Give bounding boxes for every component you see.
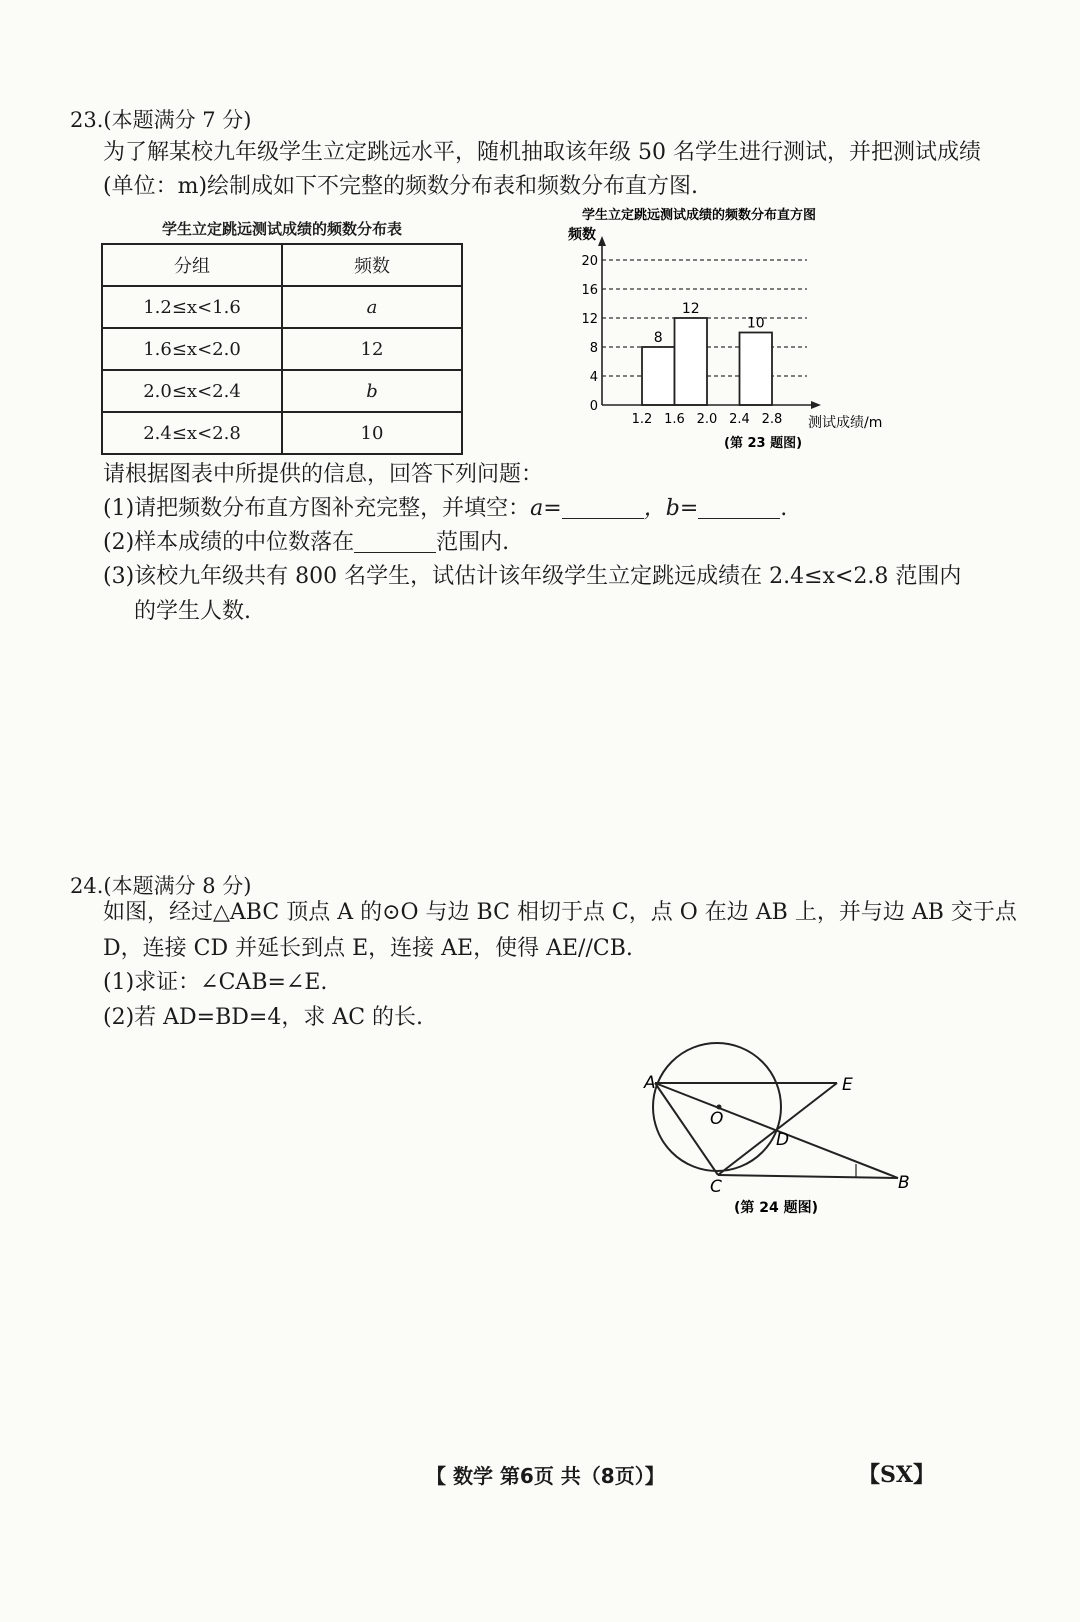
table-row: [102, 328, 462, 370]
q23-part1: [103, 492, 787, 526]
q23-part3-line2: 的学生人数.: [134, 599, 251, 624]
label-e: E: [842, 1075, 853, 1095]
histogram-bar: [642, 347, 675, 405]
table-cell: 12: [282, 328, 462, 370]
answer-blank-b[interactable]: [698, 496, 780, 519]
y-axis-arrow: [598, 236, 606, 246]
label-b: B: [898, 1173, 910, 1193]
label-o: O: [710, 1109, 724, 1129]
q24-line2: D，连接 CD 并延长到点 E，连接 AE，使得 AE//CB.: [103, 936, 633, 961]
geometry-figure: [630, 1028, 930, 1228]
table-cell: b: [282, 370, 462, 412]
y-tick-label: 0: [589, 399, 598, 414]
x-tick-label: 2.4: [729, 412, 750, 427]
y-tick-label: 20: [581, 254, 598, 269]
x-tick-label: 1.2: [631, 412, 653, 427]
y-tick-label: 12: [581, 312, 598, 327]
table-cell: 2.4≤x<2.8: [102, 412, 282, 454]
x-tick-label: 2.8: [761, 412, 783, 427]
chart-xlabel: 测试成绩/m: [808, 415, 883, 431]
table-cell: 1.2≤x<1.6: [102, 286, 282, 328]
q23-part2: [103, 526, 509, 560]
x-tick-label: 2.0: [696, 412, 718, 427]
table-row: [102, 412, 462, 454]
y-tick-label: 4: [589, 370, 598, 385]
frequency-table: [101, 243, 463, 455]
x-axis-arrow: [811, 401, 821, 409]
q23-part1-text: (1)请把频数分布直方图补充完整，并填空：: [103, 496, 531, 521]
y-tick-label: 8: [589, 341, 598, 356]
chart-title: 学生立定跳远测试成绩的频数分布直方图: [582, 208, 817, 223]
table-cell: a: [282, 286, 462, 328]
q24-part1: (1)求证：∠CAB=∠E.: [103, 970, 328, 995]
table-cell: 10: [282, 412, 462, 454]
bar-value-label: 10: [746, 315, 765, 332]
q24-heading: 24.(本题满分 8 分): [70, 874, 252, 898]
answer-blank-median[interactable]: [354, 530, 436, 553]
q23-part3-line1: (3)该校九年级共有 800 名学生，试估计该年级学生立定跳远成绩在 2.4≤x<2.8 范围内: [103, 564, 962, 589]
table-row: [102, 286, 462, 328]
table-cell: 1.6≤x<2.0: [102, 328, 282, 370]
q24-part2: (2)若 AD=BD=4，求 AC 的长.: [103, 1005, 424, 1030]
q23-part2-end: 范围内.: [436, 530, 510, 555]
histogram-bar: [675, 318, 708, 405]
histogram-chart: [540, 200, 920, 460]
chart-ylabel: 频数: [568, 227, 596, 243]
x-tick-label: 1.6: [664, 412, 685, 427]
answer-blank-a[interactable]: [562, 496, 644, 519]
q23-intro-line2: (单位：m)绘制成如下不完整的频数分布表和频数分布直方图.: [103, 174, 699, 199]
q23-part2-text: (2)样本成绩的中位数落在: [103, 530, 355, 555]
segment-ac: [655, 1083, 718, 1175]
y-tick-label: 16: [581, 283, 598, 298]
bar-value-label: 12: [681, 301, 700, 317]
label-c: C: [710, 1177, 722, 1197]
bar-value-label: 8: [653, 330, 663, 346]
segment-ce: [718, 1083, 837, 1175]
table-header-cell: 分组: [102, 244, 282, 286]
q24-line1: 如图，经过△ABC 顶点 A 的⊙O 与边 BC 相切于点 C，点 O 在边 AB 上，并与边 AB 交于点: [103, 900, 1017, 925]
q23-heading: 23.(本题满分 7 分): [70, 108, 252, 132]
q23-prompt: 请根据图表中所提供的信息，回答下列问题：: [103, 462, 544, 487]
q23-intro-line1: 为了解某校九年级学生立定跳远水平，随机抽取该年级 50 名学生进行测试，并把测试成绩: [103, 140, 981, 165]
segment-cb: [718, 1175, 898, 1178]
label-d: D: [776, 1130, 790, 1150]
table-header-cell: 频数: [282, 244, 462, 286]
table-cell: 2.0≤x<2.4: [102, 370, 282, 412]
q23-table-title: 学生立定跳远测试成绩的频数分布表: [161, 220, 402, 238]
table-row: [102, 370, 462, 412]
chart-caption: (第 23 题图): [724, 436, 803, 451]
table-header-row: [102, 244, 462, 286]
footer-page-info: 【 数学 第6页 共（8页）】: [426, 1464, 665, 1488]
q23-part1-a: a=: [530, 496, 562, 521]
q23-part1-b: ，b=: [643, 496, 699, 521]
q23-part1-end: .: [780, 496, 788, 521]
histogram-bar: [740, 333, 773, 406]
footer-code: 【SX】: [858, 1462, 935, 1488]
q24-figure-caption: (第 24 题图): [734, 1200, 819, 1216]
label-a: A: [644, 1073, 656, 1093]
